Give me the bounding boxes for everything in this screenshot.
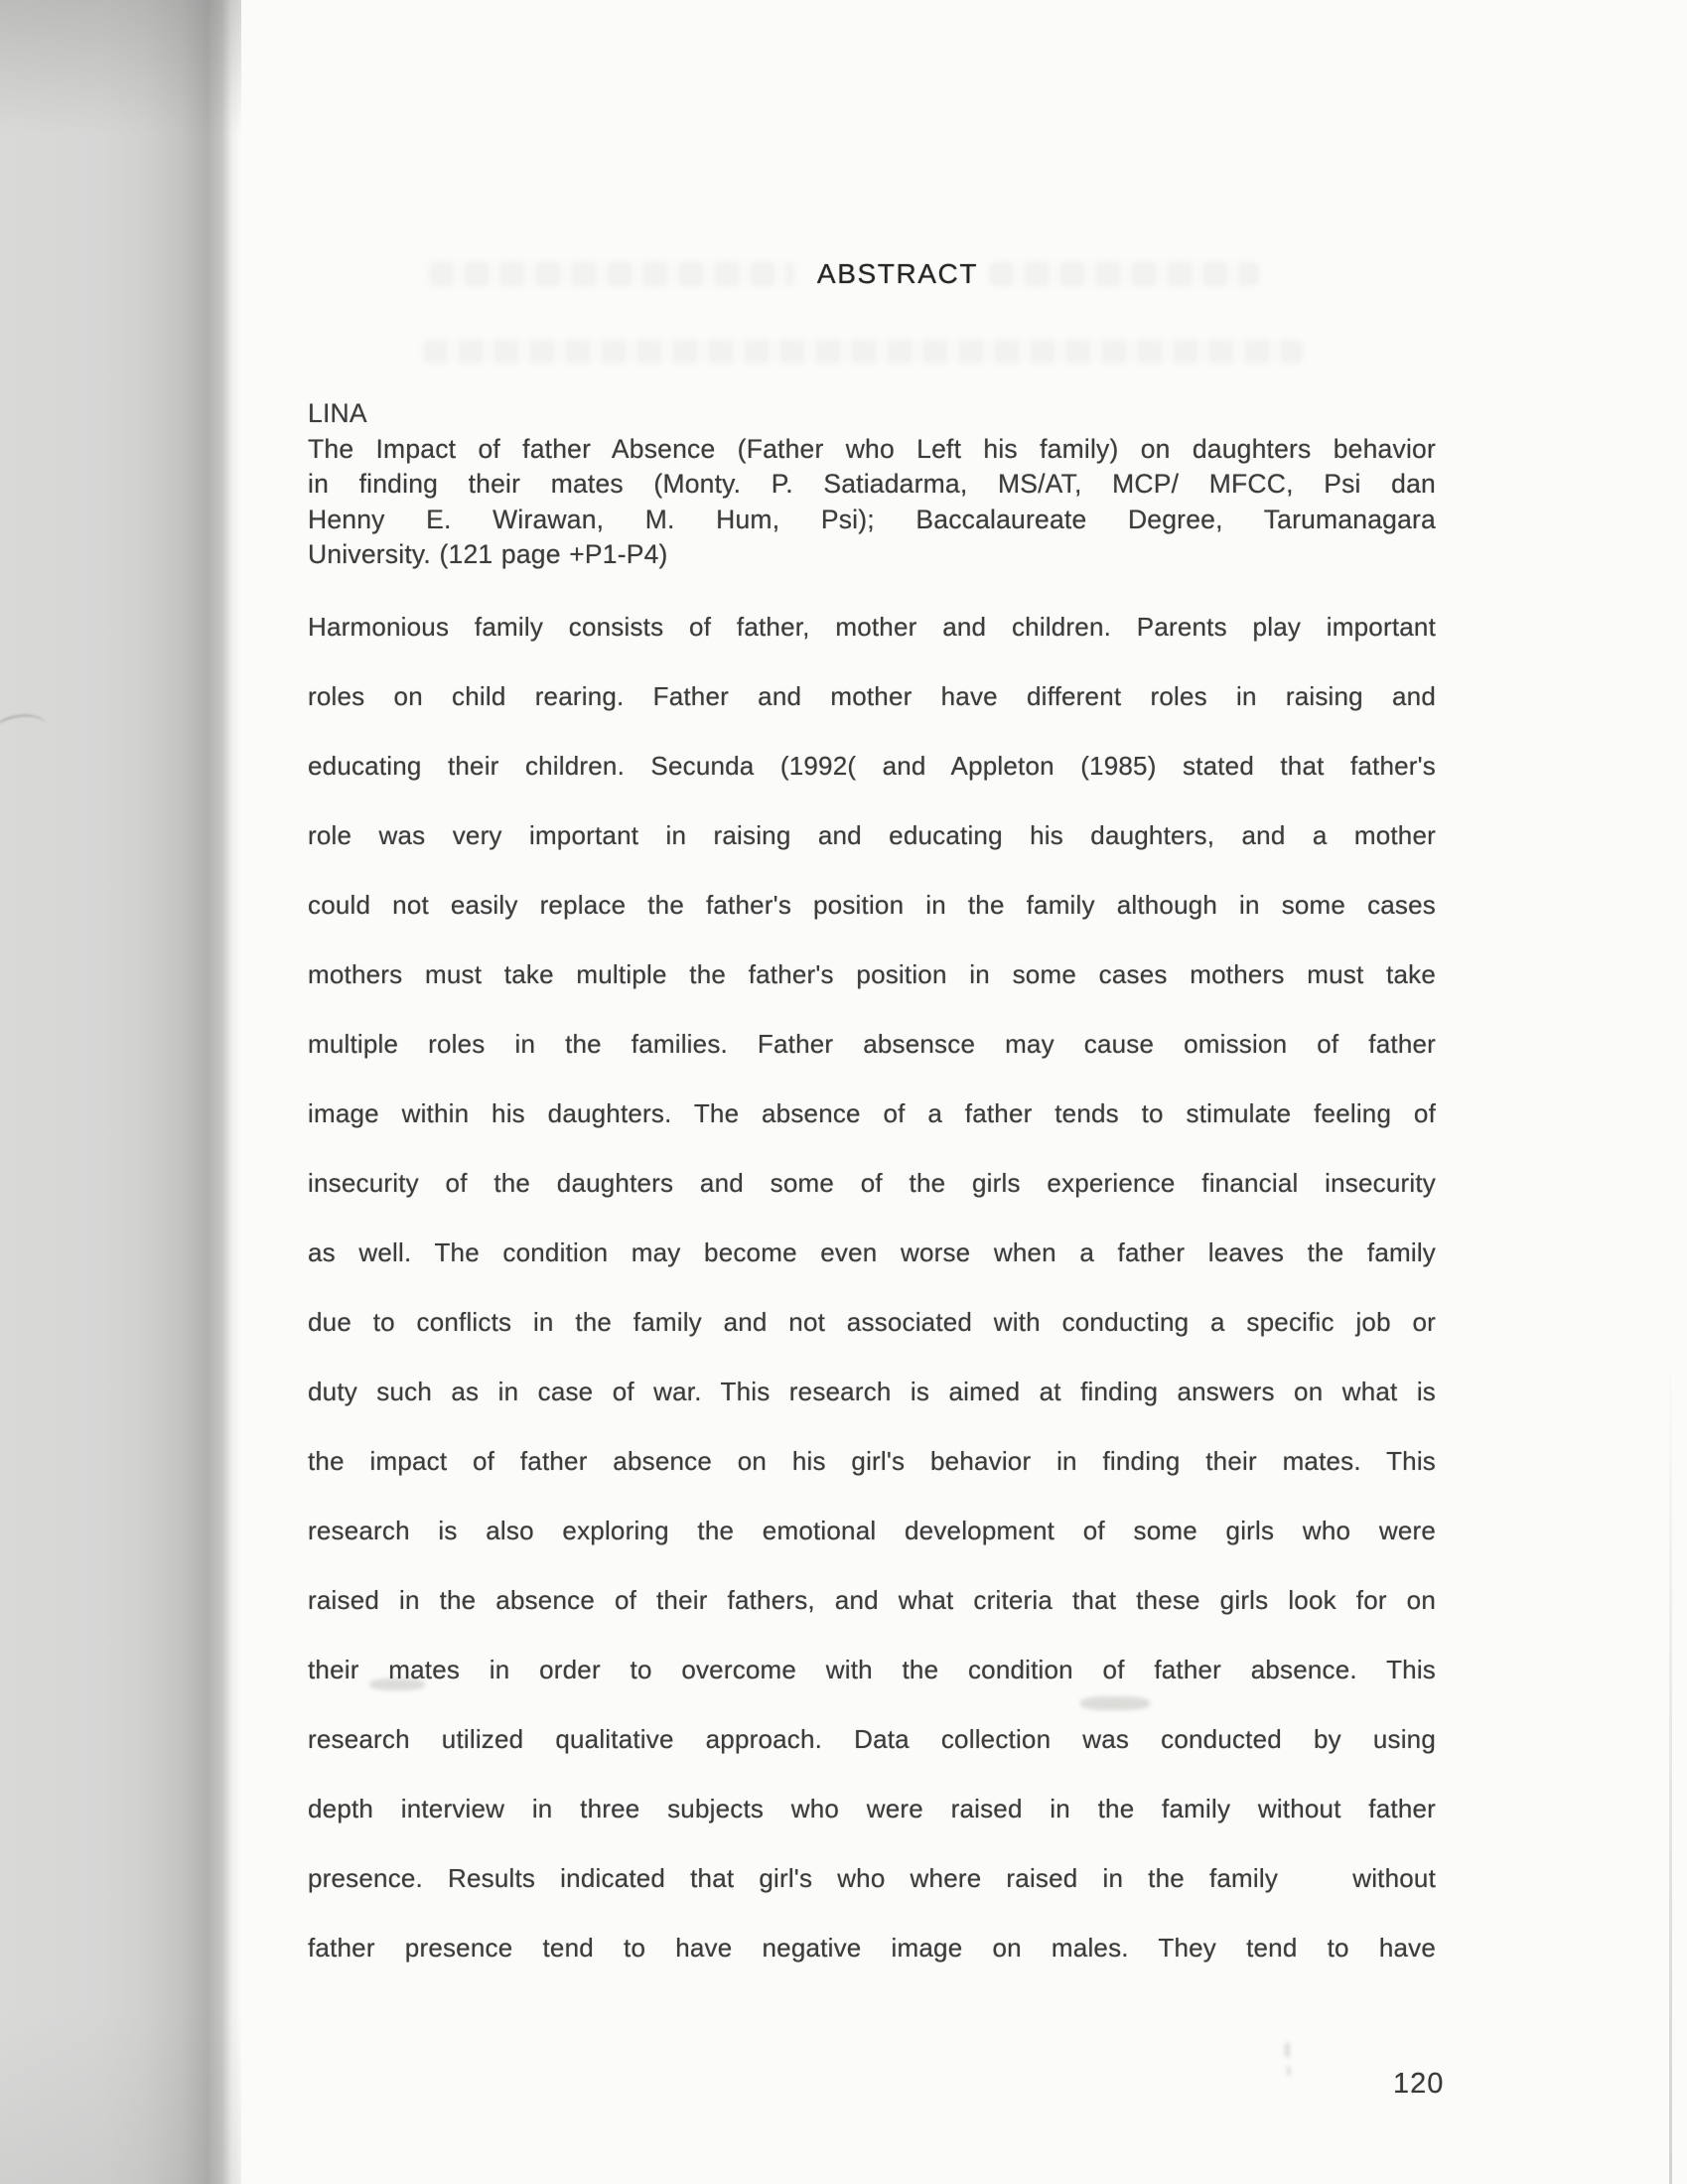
scanner-edge-shadow bbox=[0, 0, 241, 2184]
paragraph-line: duty such as in case of war. This research is aimed at finding answers on what is bbox=[308, 1377, 1436, 1406]
paragraph-line: mothers must take multiple the father's position in some cases mothers must take bbox=[308, 959, 1436, 989]
scanner-right-edge-line bbox=[1669, 1341, 1672, 2184]
bleed-through-text-artifact bbox=[423, 340, 1303, 364]
ink-speck bbox=[1287, 2066, 1291, 2076]
paragraph-line: presence. Results indicated that girl's who where raised in the family without bbox=[308, 1863, 1436, 1893]
paragraph-line: father presence tend to have negative image on males. They tend to have bbox=[308, 1933, 1436, 1963]
paragraph-line: multiple roles in the families. Father absensce may cause omission of father bbox=[308, 1029, 1436, 1059]
paragraph-line: image within his daughters. The absence of a father tends to stimulate feeling of bbox=[308, 1098, 1436, 1128]
page-number: 120 bbox=[1393, 2068, 1445, 2100]
paragraph-line: depth interview in three subjects who were raised in the family without father bbox=[308, 1794, 1436, 1823]
ink-speck bbox=[1285, 2042, 1290, 2058]
paragraph-line: raised in the absence of their fathers, and what criteria that these girls look for on bbox=[308, 1585, 1436, 1615]
citation-line: The Impact of father Absence (Father who Left his family) on daughters behavior bbox=[308, 433, 1436, 464]
paragraph-line: insecurity of the daughters and some of the girls experience financial insecurity bbox=[308, 1168, 1436, 1198]
citation-block bbox=[308, 396, 1436, 573]
paragraph-line: Harmonious family consists of father, mother and children. Parents play important bbox=[308, 612, 1436, 642]
citation-line: University. (121 page +P1-P4) bbox=[308, 539, 668, 569]
abstract-paragraph bbox=[308, 592, 1436, 1982]
paragraph-line: as well. The condition may become even worse when a father leaves the family bbox=[308, 1238, 1436, 1267]
paragraph-line: research is also exploring the emotional development of some girls who were bbox=[308, 1516, 1436, 1545]
paragraph-line: role was very important in raising and educating his daughters, and a mother bbox=[308, 820, 1436, 850]
paragraph-line: research utilized qualitative approach. Data collection was conducted by using bbox=[308, 1724, 1436, 1754]
citation-line: Henny E. Wirawan, M. Hum, Psi); Baccalaureate Degree, Tarumanagara bbox=[308, 504, 1436, 534]
paragraph-line: their mates in order to overcome with the condition of father absence. This bbox=[308, 1655, 1436, 1684]
paragraph-line: due to conflicts in the family and not associated with conducting a specific job or bbox=[308, 1307, 1436, 1337]
page-title: ABSTRACT bbox=[816, 258, 979, 289]
author-name: LINA bbox=[308, 398, 367, 428]
paragraph-line: could not easily replace the father's position in the family although in some cases bbox=[308, 890, 1436, 920]
paragraph-line: roles on child rearing. Father and mother have different roles in raising and bbox=[308, 681, 1436, 711]
citation-line: in finding their mates (Monty. P. Satiadarma, MS/AT, MCP/ MFCC, Psi dan bbox=[308, 469, 1436, 499]
paragraph-line: the impact of father absence on his girl's behavior in finding their mates. This bbox=[308, 1446, 1436, 1476]
paragraph-line: educating their children. Secunda (1992( and Appleton (1985) stated that father's bbox=[308, 751, 1436, 781]
